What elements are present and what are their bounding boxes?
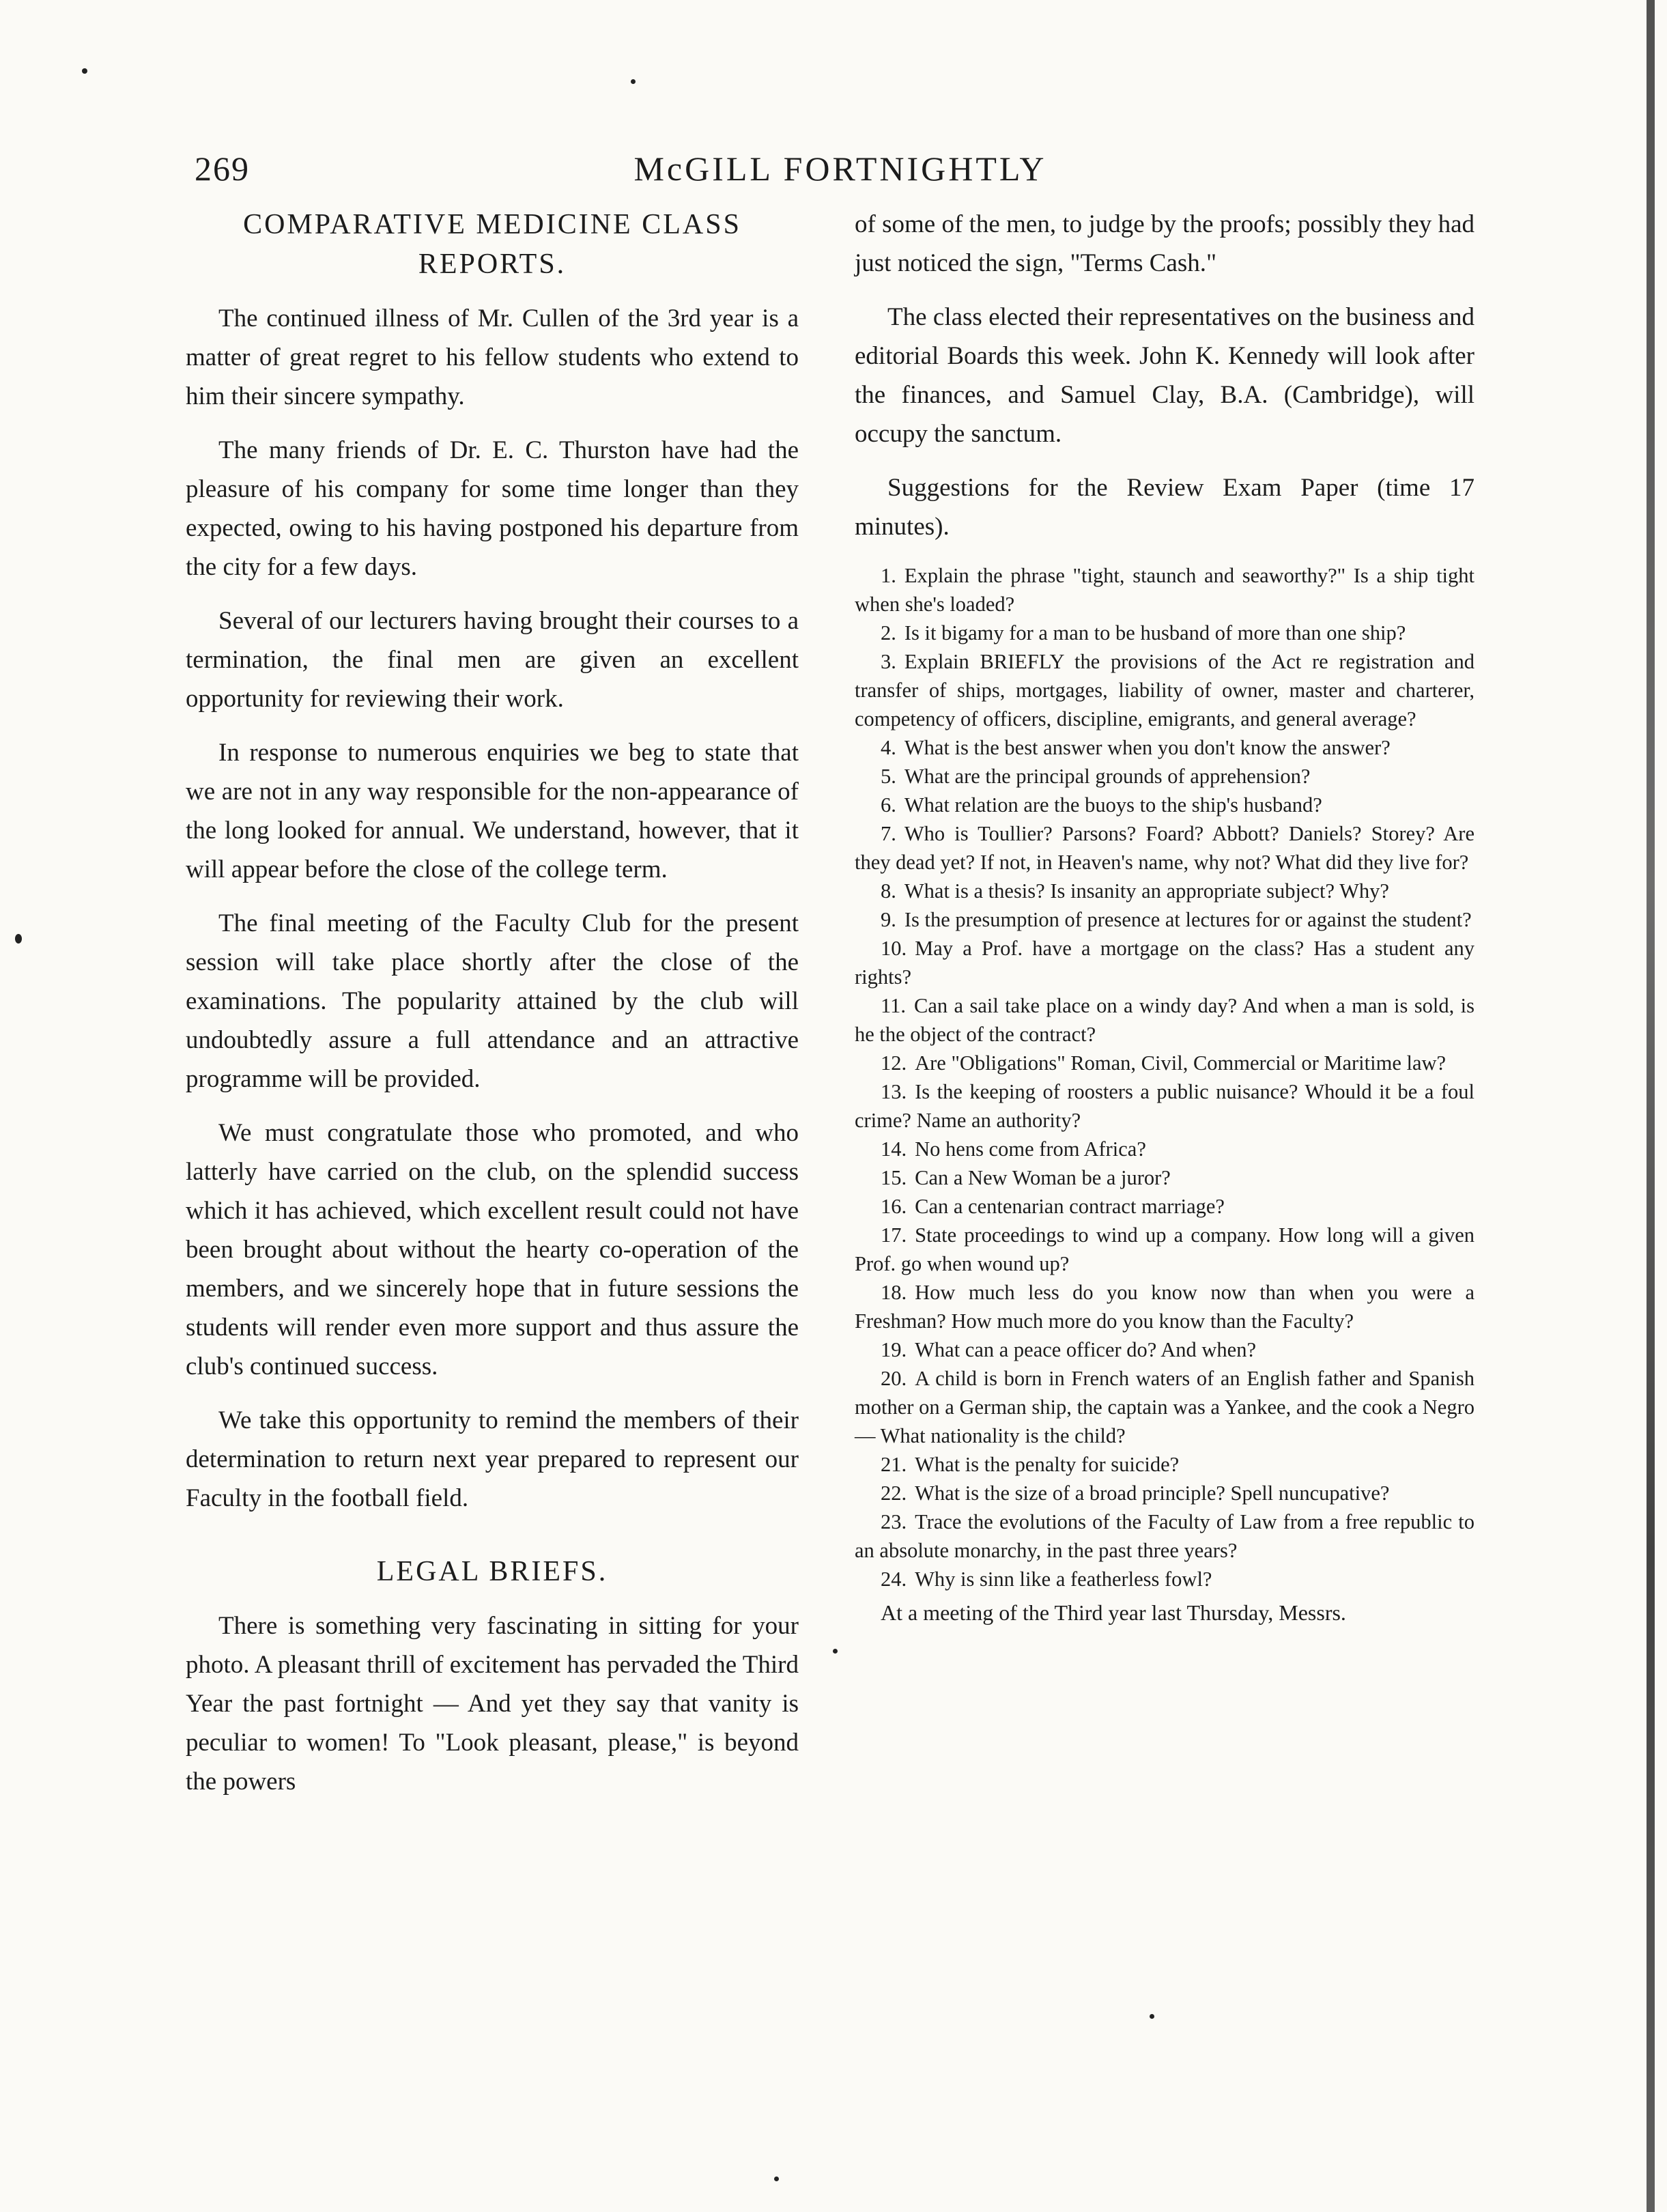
- paragraph: We must congratulate those who promoted, and who latterly have carried on the club, on the splendid success which it has achieved, which excellent result could not have been brought about without the hearty co-operation of the members, and we sincerely hope that in future sessions the students will render even more support and thus assure the club's continued success.: [186, 1119, 799, 1380]
- scan-speck: [774, 2176, 779, 2181]
- question-text: What is the penalty for suicide?: [915, 1453, 1180, 1476]
- question-item: [855, 1135, 1474, 1163]
- question-item: [855, 1479, 1474, 1507]
- question-number: 13.: [881, 1080, 907, 1103]
- paragraph: The final meeting of the Faculty Club for the present session will take place shortly after the close of the examinations. The popularity attained by the club will undoubtedly assure a full attendance and an attractive programme will be provided.: [186, 909, 799, 1093]
- question-item: [855, 877, 1474, 905]
- question-text: What is the best answer when you don't know the answer?: [904, 736, 1391, 759]
- paragraph: The class elected their representatives on the business and editorial Boards this week. John K. Kennedy will look after the finances, and Samuel Clay, B.A. (Cambridge), will occupy the sanctum.: [855, 303, 1474, 448]
- section-heading-comparative-medicine: COMPARATIVE MEDICINE CLASS REPORTS.: [243, 209, 741, 280]
- question-text: No hens come from Africa?: [915, 1137, 1146, 1161]
- paragraph: Several of our lecturers having brought their courses to a termination, the final men are given an excellent opportunity for reviewing their work.: [186, 607, 799, 713]
- question-text: What is the size of a broad principle? Spell nuncupative?: [915, 1481, 1390, 1505]
- question-text: Can a centenarian contract marriage?: [915, 1195, 1225, 1218]
- question-text: Explain BRIEFLY the provisions of the Act re registration and transfer of ships, mortgages, liability of owner, master and charterer, competency of officers, discipline, emigrants, and general average?: [855, 650, 1474, 731]
- question-number: 22.: [881, 1481, 907, 1505]
- question-number: 5.: [881, 765, 896, 788]
- question-item: [855, 819, 1474, 877]
- question-number: 17.: [881, 1223, 907, 1247]
- scan-speck: [82, 68, 87, 74]
- question-number: 12.: [881, 1051, 907, 1075]
- question-item: [855, 1507, 1474, 1565]
- question-number: 2.: [881, 621, 896, 644]
- question-item: [855, 1450, 1474, 1479]
- question-item: [855, 1049, 1474, 1077]
- question-text: What is a thesis? Is insanity an appropriate subject? Why?: [904, 879, 1389, 903]
- running-head-text: McGILL FORTNIGHTLY: [633, 150, 1047, 188]
- question-item: [855, 1077, 1474, 1135]
- question-item: [855, 1163, 1474, 1192]
- question-text: Are "Obligations" Roman, Civil, Commercial or Maritime law?: [915, 1051, 1447, 1075]
- question-item: [855, 1192, 1474, 1221]
- question-item: [855, 1565, 1474, 1593]
- paragraph: There is something very fascinating in sitting for your photo. A pleasant thrill of excitement has pervaded the Third Year the past fortnight — And yet they say that vanity is peculiar to women! To "Look pleasant, please," is beyond the powers: [186, 1612, 799, 1796]
- question-item: [855, 1364, 1474, 1450]
- question-number: 3.: [881, 650, 896, 673]
- scan-speck: [15, 934, 22, 944]
- scan-speck: [833, 1649, 838, 1654]
- question-text: Trace the evolutions of the Faculty of Law from a free republic to an absolute monarchy, in the past three years?: [855, 1510, 1474, 1562]
- question-number: 21.: [881, 1453, 907, 1476]
- question-text: What relation are the buoys to the ship's husband?: [904, 793, 1322, 817]
- question-number: 9.: [881, 908, 896, 931]
- scan-speck: [631, 79, 636, 84]
- question-text: Is it bigamy for a man to be husband of more than one ship?: [904, 621, 1406, 644]
- scan-speck: [1150, 2014, 1154, 2019]
- question-item: [855, 1278, 1474, 1335]
- question-text: How much less do you know now than when you were a Freshman? How much more do you know than the Faculty?: [855, 1281, 1474, 1333]
- question-number: 7.: [881, 822, 896, 845]
- paragraph: In response to numerous enquiries we beg to state that we are not in any way responsible for the non-appearance of the long looked for annual. We understand, however, that it will appear before the close of the college term.: [186, 739, 799, 883]
- question-item: [855, 934, 1474, 991]
- scan-edge: [1647, 0, 1655, 2212]
- question-text: Can a sail take place on a windy day? And when a man is sold, is he the object of the contract?: [855, 994, 1474, 1046]
- closing-line: At a meeting of the Third year last Thursday, Messrs.: [881, 1600, 1346, 1625]
- question-item: [855, 791, 1474, 819]
- question-text: Can a New Woman be a juror?: [915, 1166, 1171, 1189]
- question-number: 19.: [881, 1338, 907, 1361]
- question-item: [855, 762, 1474, 791]
- question-item: [855, 619, 1474, 647]
- question-text: A child is born in French waters of an English father and Spanish mother on a German ship, the captain was a Yankee, and the cook a Negro — What nationality is the child?: [855, 1367, 1474, 1447]
- question-number: 6.: [881, 793, 896, 817]
- left-column: [186, 205, 799, 1816]
- question-number: 8.: [881, 879, 896, 903]
- page-number: 269: [195, 150, 250, 188]
- question-item: [855, 647, 1474, 733]
- right-column: [855, 205, 1474, 1628]
- section-heading-legal-briefs: LEGAL BRIEFS.: [376, 1556, 608, 1587]
- question-list: [855, 561, 1474, 1593]
- question-text: What are the principal grounds of apprehension?: [904, 765, 1311, 788]
- question-text: May a Prof. have a mortgage on the class? Has a student any rights?: [855, 937, 1474, 989]
- question-number: 14.: [881, 1137, 907, 1161]
- question-item: [855, 905, 1474, 934]
- paragraph-continuation: of some of the men, to judge by the proofs; possibly they had just noticed the sign, "Terms Cash.": [855, 210, 1474, 277]
- question-number: 15.: [881, 1166, 907, 1189]
- question-number: 11.: [881, 994, 906, 1017]
- question-text: Is the keeping of roosters a public nuisance? Whould it be a foul crime? Name an authority?: [855, 1080, 1474, 1132]
- question-text: State proceedings to wind up a company. How long will a given Prof. go when wound up?: [855, 1223, 1474, 1275]
- question-number: 20.: [881, 1367, 907, 1390]
- paragraph-suggestions-intro: Suggestions for the Review Exam Paper (time 17 minutes).: [855, 474, 1474, 541]
- question-text: Is the presumption of presence at lectures for or against the student?: [904, 908, 1472, 931]
- question-text: Who is Toullier? Parsons? Foard? Abbott? Daniels? Storey? Are they dead yet? If not, in Heaven's name, why not? What did they live for?: [855, 822, 1474, 874]
- running-head: [0, 149, 1667, 188]
- question-text: Explain the phrase "tight, staunch and seaworthy?" Is a ship tight when she's loaded?: [855, 564, 1474, 616]
- question-number: 1.: [881, 564, 896, 587]
- question-item: [855, 1335, 1474, 1364]
- question-text: Why is sinn like a featherless fowl?: [915, 1568, 1212, 1591]
- question-item: [855, 991, 1474, 1049]
- question-number: 16.: [881, 1195, 907, 1218]
- question-number: 4.: [881, 736, 896, 759]
- question-number: 18.: [881, 1281, 907, 1304]
- paragraph: The many friends of Dr. E. C. Thurston have had the pleasure of his company for some time longer than they expected, owing to his having postponed his departure from the city for a few days.: [186, 436, 799, 581]
- paragraph: We take this opportunity to remind the members of their determination to return next year prepared to represent our Faculty in the football field.: [186, 1406, 799, 1512]
- question-item: [855, 561, 1474, 619]
- question-item: [855, 1221, 1474, 1278]
- question-number: 24.: [881, 1568, 907, 1591]
- question-number: 23.: [881, 1510, 907, 1533]
- question-item: [855, 733, 1474, 762]
- paragraph: The continued illness of Mr. Cullen of the 3rd year is a matter of great regret to his fellow students who extend to him their sincere sympathy.: [186, 304, 799, 410]
- question-text: What can a peace officer do? And when?: [915, 1338, 1257, 1361]
- question-number: 10.: [881, 937, 907, 960]
